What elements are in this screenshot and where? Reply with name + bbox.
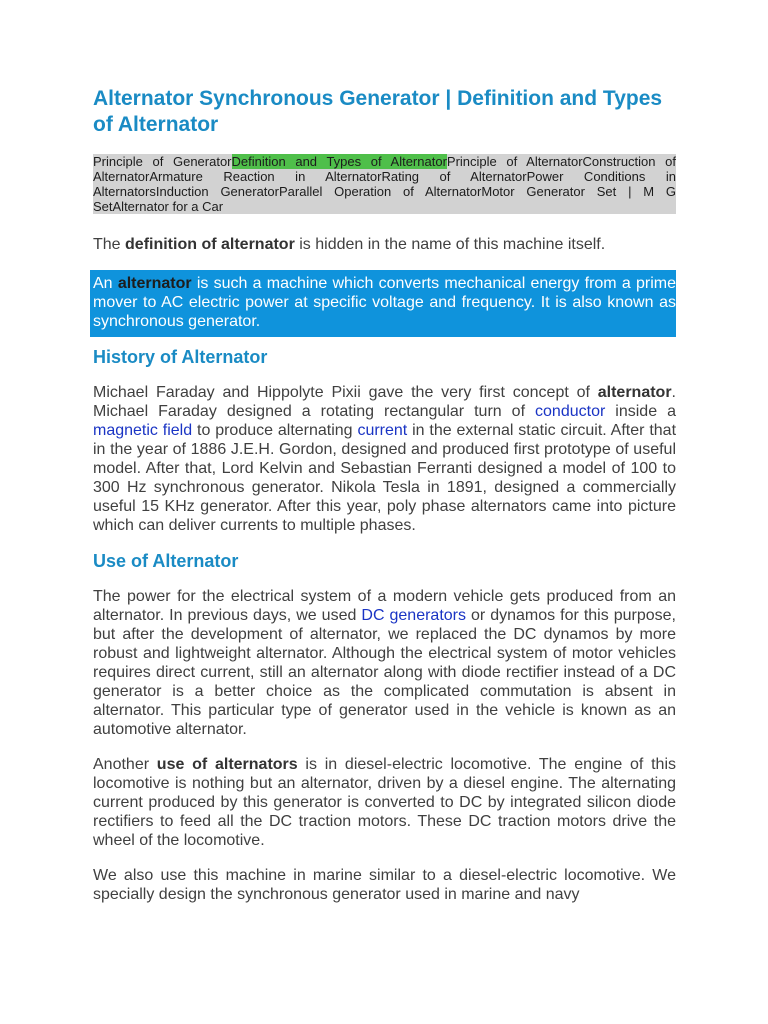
callout-text-pre: An [93, 275, 118, 292]
use-paragraph-locomotive [93, 755, 676, 850]
toc-link-parallel-operation[interactable]: Parallel Operation of Alternator [278, 184, 482, 199]
use-bold-term: use of alternators [156, 756, 298, 773]
history-text: to produce alternating [192, 422, 358, 439]
toc-link-power-conditions[interactable]: Power Conditions in Alternators [93, 169, 676, 199]
page-title: Alternator Synchronous Generator | Definition and Types of Alternator [93, 87, 663, 136]
definition-callout [90, 270, 676, 337]
history-bold-term: alternator [597, 384, 672, 401]
intro-paragraph [93, 235, 676, 254]
intro-text-pre: The [93, 236, 126, 253]
magnetic-field-link[interactable]: magnetic field [93, 422, 193, 439]
toc-link-armature-reaction[interactable]: Armature Reaction in Alternator [149, 169, 382, 184]
toc-link-definition-and-types[interactable]: Definition and Types of Alternator [231, 154, 447, 169]
toc-link-motor-generator-set[interactable]: Motor Generator Set | M G Set [93, 184, 677, 214]
dc-generators-link[interactable]: DC generators [361, 607, 466, 624]
use-paragraph-vehicle [93, 587, 676, 739]
table-of-contents [93, 154, 676, 214]
history-text: . Michael Faraday designed a rotating rectangular turn of [93, 384, 676, 420]
use-text: or dynamos for this purpose, but after the development of alternator, we replaced the DC dynamos by more robust and lightweight alternator. Although the electrical system of motor vehicles requires direct current, still an alternator along with diode rectifier instead of a DC generator is a better choice as the complicated commutation is absent in alternator. This particular type of generator used in the vehicle is known as an automotive alternator. [93, 607, 676, 738]
history-paragraph [93, 383, 676, 535]
intro-bold-term: definition of alternator [125, 236, 295, 253]
toc-link-principle-of-alternator[interactable]: Principle of Alternator [446, 154, 583, 169]
conductor-link[interactable]: conductor [535, 403, 606, 420]
use-text: Another [93, 756, 157, 773]
use-text: is in diesel-electric locomotive. The engine of this locomotive is nothing but an alternator, driven by a diesel engine. The alternating current produced by this generator is converted to DC by integrated silicon diode rectifiers to feed all the DC traction motors. These DC traction motors drive the wheel of the locomotive. [93, 756, 677, 849]
intro-text-post: is hidden in the name of this machine itself. [294, 236, 606, 253]
history-text: inside a [605, 403, 677, 420]
use-paragraph-marine: We also use this machine in marine similar to a diesel-electric locomotive. We specially design the synchronous generator used in marine and navy [93, 867, 676, 903]
toc-link-alternator-for-a-car[interactable]: Alternator for a Car [112, 199, 224, 214]
current-link[interactable]: current [357, 422, 408, 439]
history-text: Michael Faraday and Hippolyte Pixii gave the very first concept of [93, 384, 598, 401]
use-text: The power for the electrical system of a modern vehicle gets produced from an alternator. In previous days, we used [93, 588, 676, 624]
history-heading: History of Alternator [93, 347, 268, 367]
history-text: in the external static circuit. After that in the year of 1886 J.E.H. Gordon, designed and produced first prototype of useful model. After that, Lord Kelvin and Sebastian Ferranti designed a model of 100 to 300 Hz synchronous generator. Nikola Tesla in 1891, designed a commercially useful 15 KHz generator. After this year, poly phase alternators came into picture which can deliver currents to multiple phases. [93, 422, 677, 534]
toc-link-construction-of-alternator[interactable]: Construction of Alternator [93, 154, 676, 184]
callout-bold-term: alternator [117, 275, 192, 292]
toc-link-principle-of-generator[interactable]: Principle of Generator [93, 154, 232, 169]
toc-link-rating-of-alternator[interactable]: Rating of Alternator [381, 169, 527, 184]
use-heading: Use of Alternator [93, 551, 239, 571]
article-content [93, 86, 676, 904]
toc-link-induction-generator[interactable]: Induction Generator [155, 184, 279, 199]
callout-text-post: is such a machine which converts mechanical energy from a prime mover to AC electric power at specific voltage and frequency. It is also known as synchronous generator. [93, 275, 677, 330]
